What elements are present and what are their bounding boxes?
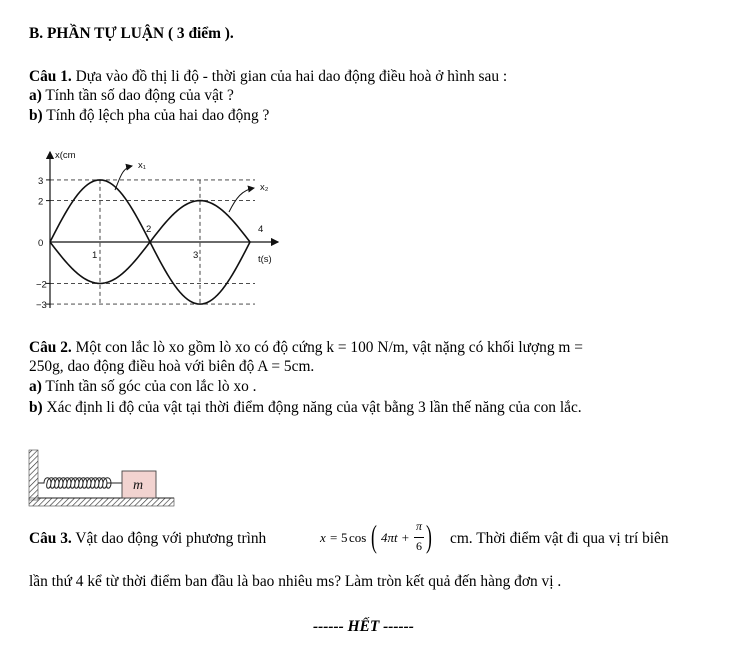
q2-part-a — [29, 377, 257, 396]
x2-label: x₂ — [260, 182, 269, 193]
q2-a-label: a) — [29, 378, 42, 395]
q1-a-text: Tính tần số dao động của vật ? — [41, 87, 234, 104]
eq-left-paren: ( — [371, 518, 377, 554]
q3-prompt — [29, 529, 266, 548]
q2-label: Câu 2. — [29, 339, 72, 356]
q1-b-label: b) — [29, 107, 43, 124]
section-title: B. PHẦN TỰ LUẬN ( 3 điểm ). — [29, 25, 234, 42]
q2-line1: Một con lắc lò xo gồm lò xo có độ cứng k = 100 N/m, vật nặng có khối lượng m = — [71, 339, 583, 356]
eq-inner: 4πt + — [381, 530, 410, 545]
q2-b-text: Xác định li độ của vật tại thời điểm động năng của vật bằng 3 lần thế năng của con lắc. — [42, 399, 582, 416]
y-tick-label: −3 — [36, 300, 47, 312]
spring — [38, 478, 122, 489]
eq-five: 5 — [341, 530, 348, 545]
displacement-time-graph — [0, 0, 300, 330]
q1-label: Câu 1. — [29, 68, 72, 85]
eq-six: 6 — [416, 539, 422, 553]
q1-a-label: a) — [29, 87, 42, 104]
x-tick-label: 2 — [146, 224, 152, 235]
x1-label: x₁ — [138, 160, 146, 171]
q3-text-after: cm. Thời điểm vật đi qua vị trí biên — [450, 530, 669, 547]
x-tick-label: 4 — [258, 224, 264, 235]
q2-part-b — [29, 398, 582, 417]
eq-pi: π — [416, 519, 423, 533]
y-tick-label: 2 — [38, 196, 44, 208]
eq-x: x — [320, 530, 326, 545]
q3-line2: lần thứ 4 kể từ thời điểm ban đầu là bao nhiêu ms? Làm tròn kết quả đến hàng đơn vị . — [29, 573, 562, 590]
x-tick-label: 3 — [193, 250, 199, 261]
q2-b-label: b) — [29, 399, 43, 416]
eq-frac-bar — [414, 537, 424, 538]
q2-prompt-line2: 250g, dao động điều hoà với biên độ A = 5cm. — [29, 358, 315, 375]
q2-prompt-line1 — [29, 338, 583, 357]
floor — [29, 498, 174, 506]
eq-right-paren: ) — [426, 518, 432, 554]
mass-label: m — [133, 478, 144, 493]
x2-pointer — [229, 188, 254, 212]
spring-mass-figure — [28, 448, 178, 518]
q3-text-before: Vật dao động với phương trình — [71, 530, 267, 547]
eq-equals: = — [330, 530, 338, 545]
end-marker: ------ HẾT ------ — [313, 618, 414, 635]
eq-cos: cos — [349, 530, 367, 545]
q1-b-text: Tính độ lệch pha của hai dao động ? — [42, 107, 270, 124]
q2-a-text: Tính tần số góc của con lắc lò xo . — [41, 378, 257, 395]
q3-equation — [320, 520, 450, 560]
y-tick-label: 0 — [38, 238, 44, 249]
q3-label: Câu 3. — [29, 530, 72, 547]
x-tick-label: 1 — [92, 250, 98, 261]
x-axis-label: t(s) — [258, 254, 272, 265]
y-tick-label: 3 — [38, 175, 44, 187]
y-tick-label: −2 — [36, 279, 47, 291]
y-axis-label: x(cm — [55, 150, 76, 161]
wall — [29, 450, 38, 500]
q1-text: Dựa vào đồ thị li độ - thời gian của hai dao động điều hoà ở hình sau : — [71, 68, 508, 85]
x1-pointer — [115, 166, 132, 190]
